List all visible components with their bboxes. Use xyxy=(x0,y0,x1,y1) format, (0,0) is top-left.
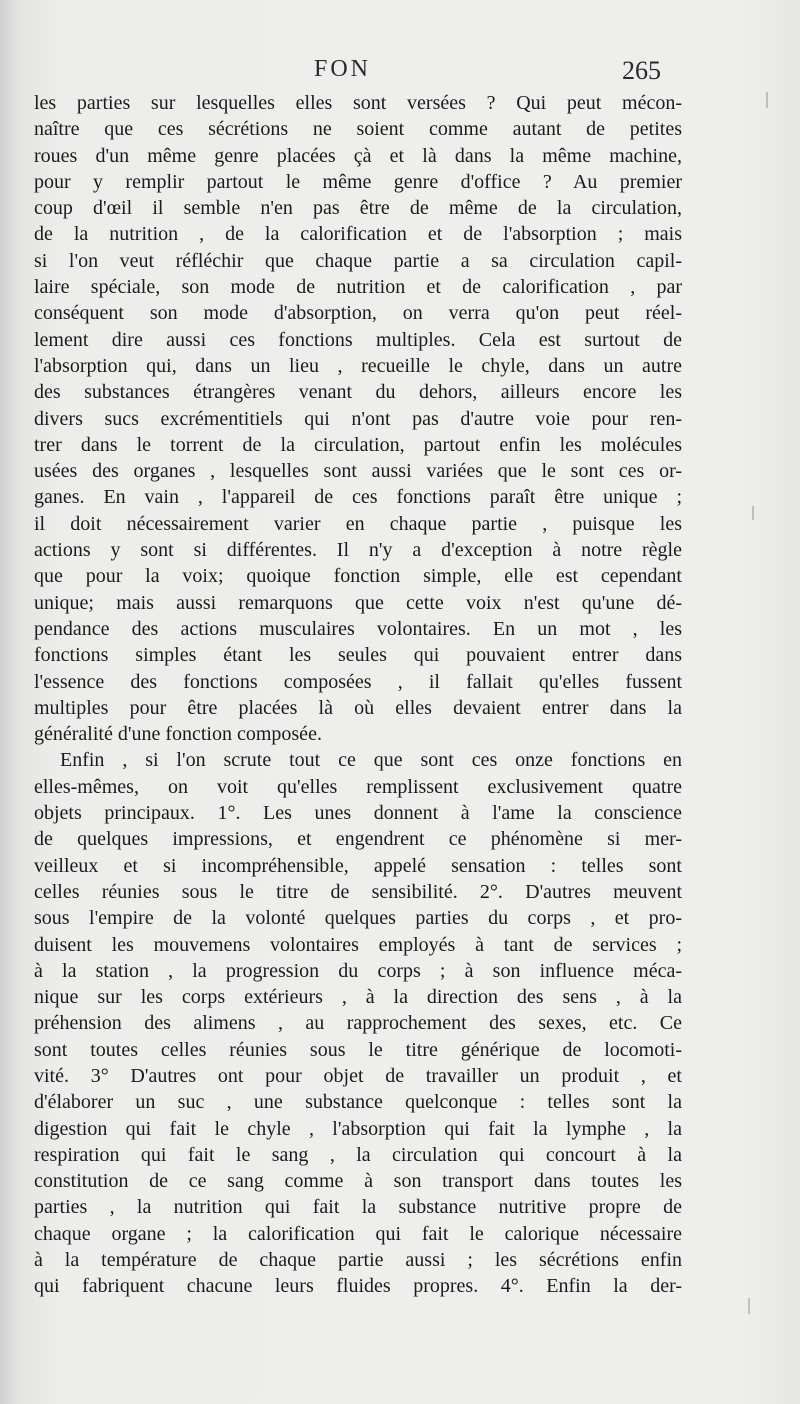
text-line: respiration qui fait le sang , la circulation qui concourt à la xyxy=(34,1143,682,1166)
text-line: pour y remplir partout le même genre d'office ? Au premier xyxy=(34,170,682,193)
text-line: de la nutrition , de la calorification et de l'absorption ; mais xyxy=(34,223,682,246)
text-line: veilleux et si incompréhensible, appelé sensation : telles sont xyxy=(34,854,682,877)
text-line: nique sur les corps extérieurs , à la direction des sens , à la xyxy=(34,986,682,1009)
text-line: l'absorption qui, dans un lieu , recueille le chyle, dans un autre xyxy=(34,354,682,377)
text-line: à la température de chaque partie aussi ; les sécrétions enfin xyxy=(34,1249,682,1272)
text-line: préhension des alimens , au rapprochement des sexes, etc. Ce xyxy=(34,1012,682,1035)
paragraph-start-line: Enfin , si l'on scrute tout ce que sont ces onze fonctions en xyxy=(60,749,682,772)
text-line: duisent les mouvemens volontaires employés à tant de services ; xyxy=(34,933,682,956)
text-line: unique; mais aussi remarquons que cette voix n'est qu'une dé- xyxy=(34,591,682,614)
page-number: 265 xyxy=(622,56,661,85)
page-header xyxy=(0,56,800,90)
text-line: actions y sont si différentes. Il n'y a d'exception à notre règle xyxy=(34,539,682,562)
text-line: si l'on veut réfléchir que chaque partie a sa circulation capil- xyxy=(34,249,682,272)
text-line: sont toutes celles réunies sous le titre générique de locomoti- xyxy=(34,1038,682,1061)
text-line: lement dire aussi ces fonctions multiples. Cela est surtout de xyxy=(34,328,682,351)
margin-mark xyxy=(766,92,768,108)
text-line: digestion qui fait le chyle , l'absorption qui fait la lymphe , la xyxy=(34,1117,682,1140)
body-text xyxy=(34,90,682,1300)
text-line: elles-mêmes, on voit qu'elles remplissent exclusivement quatre xyxy=(34,775,682,798)
text-line: chaque organe ; la calorification qui fait le calorique nécessaire xyxy=(34,1222,682,1245)
text-line: trer dans le torrent de la circulation, partout enfin les molécules xyxy=(34,433,682,456)
paragraph-end-line: généralité d'une fonction composée. xyxy=(34,723,322,746)
text-line: vité. 3° D'autres ont pour objet de travailler un produit , et xyxy=(34,1064,682,1087)
text-line: objets principaux. 1°. Les unes donnent à l'ame la conscience xyxy=(34,802,682,825)
text-line: qui fabriquent chacune leurs fluides propres. 4°. Enfin la der- xyxy=(34,1275,682,1298)
text-line: conséquent son mode d'absorption, on verra qu'on peut réel- xyxy=(34,302,682,325)
text-line: pendance des actions musculaires volontaires. En un mot , les xyxy=(34,617,682,640)
text-line: coup d'œil il semble n'en pas être de même de la circulation, xyxy=(34,197,682,220)
text-line: naître que ces sécrétions ne soient comme autant de petites xyxy=(34,118,682,141)
text-line: roues d'un même genre placées çà et là dans la même machine, xyxy=(34,144,682,167)
text-line: laire spéciale, son mode de nutrition et de calorification , par xyxy=(34,276,682,299)
text-line: les parties sur lesquelles elles sont versées ? Qui peut mécon- xyxy=(34,92,682,114)
text-line: à la station , la progression du corps ; à son influence méca- xyxy=(34,959,682,982)
text-line: il doit nécessairement varier en chaque partie , puisque les xyxy=(34,512,682,535)
text-line: d'élaborer un suc , une substance quelconque : telles sont la xyxy=(34,1091,682,1114)
text-line: constitution de ce sang comme à son transport dans toutes les xyxy=(34,1170,682,1193)
text-line: multiples pour être placées là où elles devaient entrer dans la xyxy=(34,696,682,719)
text-line: ganes. En vain , l'appareil de ces fonctions paraît être unique ; xyxy=(34,486,682,509)
text-line: sous l'empire de la volonté quelques parties du corps , et pro- xyxy=(34,907,682,930)
text-line: fonctions simples étant les seules qui pouvaient entrer dans xyxy=(34,644,682,667)
text-line: que pour la voix; quoique fonction simple, elle est cependant xyxy=(34,565,682,588)
text-line: usées des organes , lesquelles sont aussi variées que le sont ces or- xyxy=(34,460,682,483)
running-title: FON xyxy=(314,56,372,82)
margin-mark xyxy=(748,1298,750,1314)
text-line: l'essence des fonctions composées , il fallait qu'elles fussent xyxy=(34,670,682,693)
text-line: divers sucs excrémentitiels qui n'ont pas d'autre voie pour ren- xyxy=(34,407,682,430)
text-line: des substances étrangères venant du dehors, ailleurs encore les xyxy=(34,381,682,404)
margin-mark xyxy=(752,506,754,520)
text-line: de quelques impressions, et engendrent ce phénomène si mer- xyxy=(34,828,682,851)
text-line: celles réunies sous le titre de sensibilité. 2°. D'autres meuvent xyxy=(34,880,682,903)
text-line: parties , la nutrition qui fait la substance nutritive propre de xyxy=(34,1196,682,1219)
